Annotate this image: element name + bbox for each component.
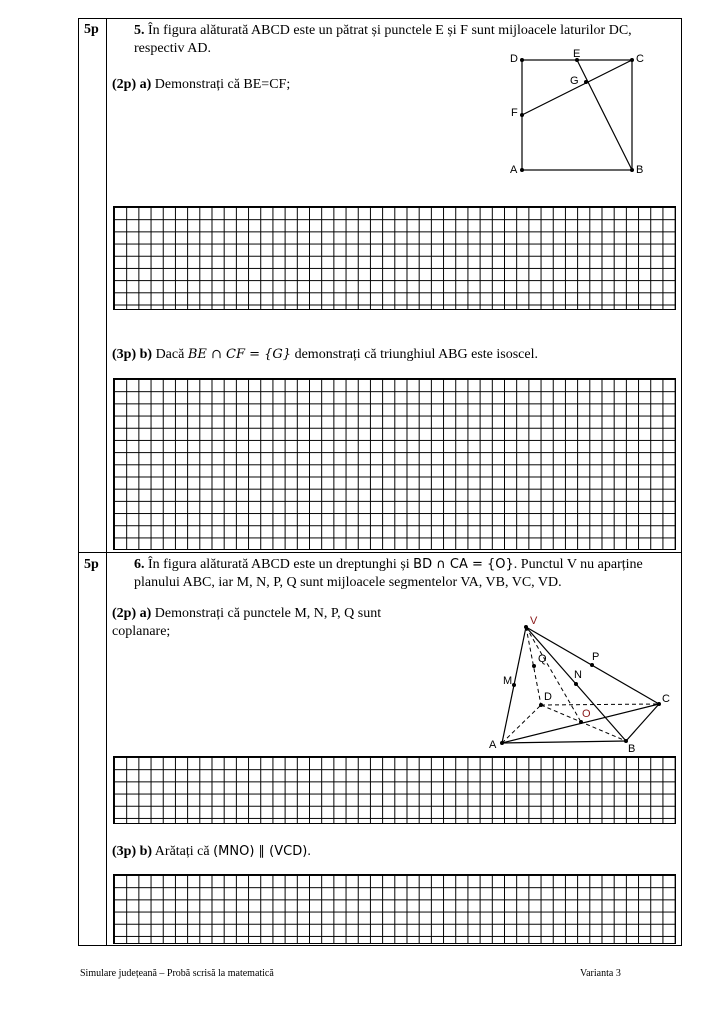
label-q: Q xyxy=(538,653,547,665)
problem6-part-b xyxy=(112,843,311,861)
label-a: A xyxy=(489,739,497,751)
point-f xyxy=(520,113,524,117)
problem6-statement xyxy=(134,556,664,592)
label-c: C xyxy=(636,53,644,65)
problem6-part-b-prefix: Arătați că xyxy=(154,844,210,859)
footer-title: Simulare județeană – Probă scrisă la matematică xyxy=(80,968,274,979)
point-c xyxy=(630,58,634,62)
problem5-part-b-prefix: Dacă xyxy=(155,347,185,362)
problem6-statement-2: . Punctul V nu aparține planului ABC, iar M, N, P, Q sunt mijloacele segmentelor VA, VB, VC, VD. xyxy=(134,557,643,590)
problem5-part-a-text: Demonstrați că BE=CF; xyxy=(154,77,291,92)
segment-cf xyxy=(522,60,632,115)
point-v xyxy=(524,625,528,629)
segment-be xyxy=(577,60,632,170)
row-divider xyxy=(78,552,682,553)
problem5-part-b xyxy=(112,346,538,364)
points-column-divider xyxy=(106,18,107,946)
problem6-part-b-suffix: . xyxy=(307,844,311,859)
problem6-part-a-points: (2p) a) xyxy=(112,606,152,621)
problem5-part-a xyxy=(112,76,290,94)
point-b xyxy=(630,168,634,172)
answer-grid-5a[interactable] xyxy=(113,206,676,310)
point-c xyxy=(657,702,661,706)
edge-ab xyxy=(502,741,626,743)
problem6-statement-math: BD ∩ CA = {O} xyxy=(413,557,514,572)
problem6-part-a xyxy=(112,605,402,641)
point-g xyxy=(584,80,588,84)
label-o: O xyxy=(582,708,591,720)
label-v: V xyxy=(530,615,538,627)
point-d xyxy=(520,58,524,62)
answer-grid-6a[interactable] xyxy=(113,756,676,824)
point-o xyxy=(579,720,583,724)
segment-vo xyxy=(526,627,581,722)
label-d: D xyxy=(510,53,518,65)
problem5-part-b-math: BE ∩ CF = {G} xyxy=(187,347,292,362)
answer-grid-5b[interactable] xyxy=(113,378,676,550)
problem6-part-b-points: (3p) b) xyxy=(112,844,153,859)
edge-dc xyxy=(541,704,659,705)
label-g: G xyxy=(570,75,579,87)
label-e: E xyxy=(573,48,581,60)
point-d xyxy=(539,703,543,707)
point-a xyxy=(520,168,524,172)
problem5-statement-text: În figura alăturată ABCD este un pătrat și punctele E și F sunt mijloacele laturilor DC, respectiv AD. xyxy=(134,23,632,56)
label-b: B xyxy=(628,743,636,754)
label-m: M xyxy=(503,675,513,687)
problem5-number: 5. xyxy=(134,23,145,38)
label-c: C xyxy=(662,693,670,705)
point-p xyxy=(590,663,594,667)
label-n: N xyxy=(574,669,582,681)
label-p: P xyxy=(592,651,600,663)
problem6-part-a-text: Demonstrați că punctele M, N, P, Q sunt coplanare; xyxy=(112,606,382,639)
point-n xyxy=(574,682,578,686)
point-a xyxy=(500,741,504,745)
footer-variant: Varianta 3 xyxy=(580,968,621,979)
answer-grid-6b[interactable] xyxy=(113,874,676,944)
problem6-part-b-math: (MNO) ∥ (VCD) xyxy=(213,844,308,859)
square-figure xyxy=(500,46,650,181)
edge-ad xyxy=(502,705,541,743)
problem6-points: 5p xyxy=(84,557,99,572)
label-f: F xyxy=(511,107,518,119)
problem6-statement-1: În figura alăturată ABCD este un dreptunghi și xyxy=(148,557,410,572)
problem6-number: 6. xyxy=(134,557,145,572)
label-a: A xyxy=(510,164,518,176)
label-b: B xyxy=(636,164,644,176)
problem5-part-b-points: (3p) b) xyxy=(112,347,153,362)
problem5-part-b-text: demonstrați că triunghiul ABG este isoscel. xyxy=(294,347,538,362)
point-q xyxy=(532,664,536,668)
label-d: D xyxy=(544,691,552,703)
problem5-part-a-points: (2p) a) xyxy=(112,77,152,92)
edge-bc xyxy=(626,704,659,741)
problem5-points: 5p xyxy=(84,22,99,37)
point-m xyxy=(512,683,516,687)
pyramid-figure xyxy=(486,612,676,754)
